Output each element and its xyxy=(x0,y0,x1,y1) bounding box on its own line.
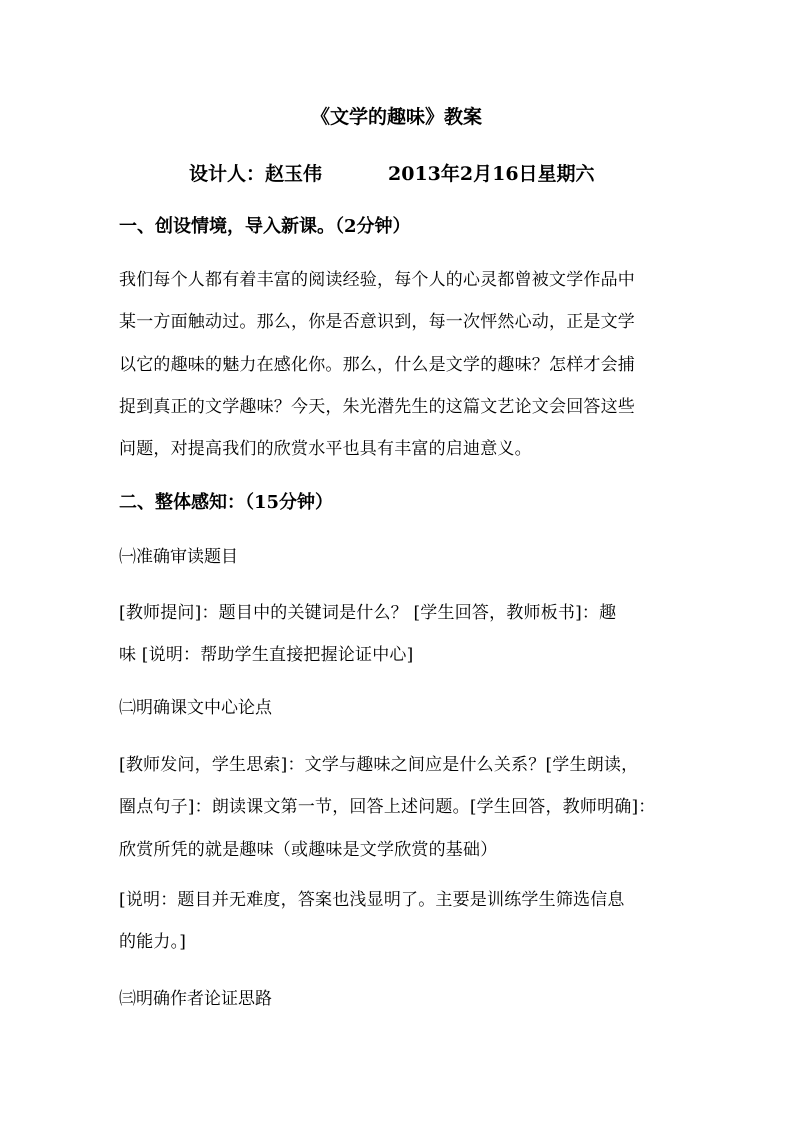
paragraph-line: 圈点句子]：朗读课文第一节，回答上述问题。[学生回答，教师明确]： xyxy=(119,797,656,818)
document-title: 《文学的趣味》教案 xyxy=(310,106,482,128)
paragraph-line: 欣赏所凭的就是趣味（或趣味是文学欣赏的基础） xyxy=(119,839,498,860)
paragraph-line: [教师提问]：题目中的关键词是什么？ [学生回答，教师板书]：趣 xyxy=(119,603,617,623)
date-label: 2013年2月16日星期六 xyxy=(388,163,595,185)
paragraph-line: [说明：题目并无难度，答案也浅显明了。主要是训练学生筛选信息 xyxy=(119,890,625,910)
explanation-paragraph xyxy=(119,879,675,964)
paragraph-line: 以它的趣味的魅力在感化你。那么，什么是文学的趣味？怎样才会捕 xyxy=(119,354,635,375)
section1-paragraph xyxy=(119,259,675,470)
teacher-question-paragraph xyxy=(119,592,675,677)
subsection-title-1: ㈠准确审读题目 xyxy=(119,547,238,567)
subsection-title-2: ㈡明确课文中心论点 xyxy=(119,698,272,718)
paragraph-line: 捉到真正的文学趣味？今天，朱光潜先生的这篇文艺论文会回答这些 xyxy=(119,396,635,417)
paragraph-line: 某一方面触动过。那么，你是否意识到，每一次怦然心动，正是文学 xyxy=(119,312,635,333)
paragraph-line: 的能力。] xyxy=(119,932,187,953)
section1-heading: 一、创设情境，导入新课。（2分钟） xyxy=(119,216,411,237)
teacher-inquiry-paragraph xyxy=(119,744,675,871)
paragraph-line: 问题，对提高我们的欣赏水平也具有丰富的启迪意义。 xyxy=(119,439,532,460)
designer-label: 设计人：赵玉伟 xyxy=(189,163,323,185)
paragraph-line: [教师发问，学生思索]：文学与趣味之间应是什么关系？[学生朗读， xyxy=(119,755,639,775)
subsection-title-3: ㈢明确作者论证思路 xyxy=(119,989,272,1009)
section2-heading: 二、整体感知：（15分钟） xyxy=(119,492,334,513)
paragraph-line: 我们每个人都有着丰富的阅读经验，每个人的心灵都曾被文学作品中 xyxy=(119,270,635,290)
paragraph-line: 味 [说明：帮助学生直接把握论证中心] xyxy=(119,645,414,666)
